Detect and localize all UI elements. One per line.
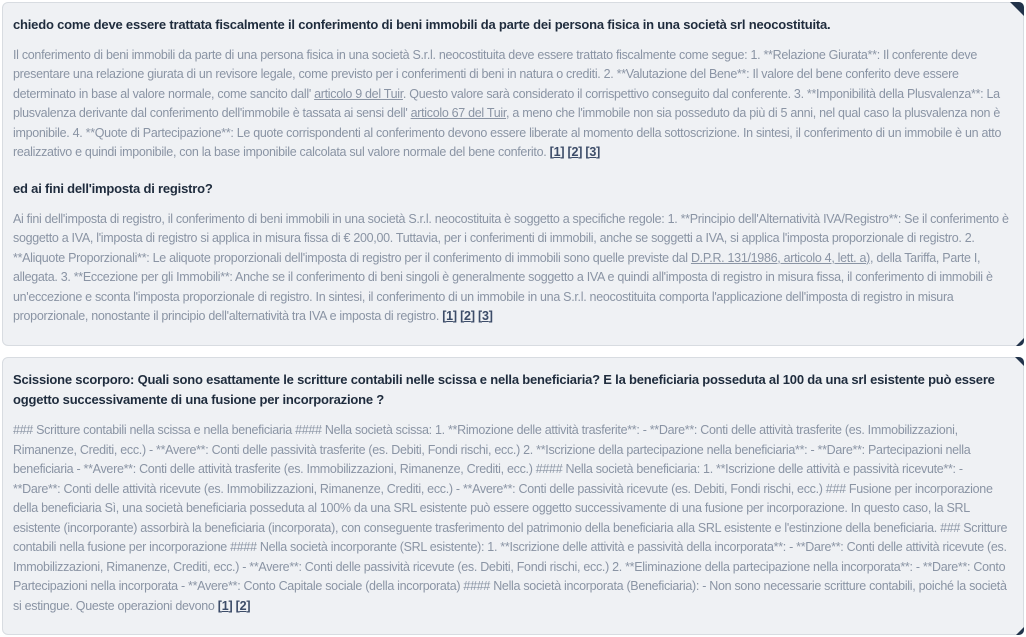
qa-block	[13, 370, 1013, 617]
citation-link[interactable]: [3]	[477, 309, 493, 324]
inline-reference-link[interactable]: articolo 9 del Tuir	[314, 86, 403, 101]
user-question: ed ai fini dell'imposta di registro?	[13, 180, 213, 196]
citation-link[interactable]: [1]	[549, 145, 565, 160]
qa-block	[13, 15, 1013, 163]
citation-link[interactable]: [1]	[217, 598, 233, 613]
citation-link[interactable]: [2]	[235, 598, 251, 613]
citation-link[interactable]: [2]	[460, 309, 475, 324]
inline-reference-link[interactable]: D.P.R. 131/1986, articolo 4, lett. a)	[690, 250, 871, 265]
qa-block	[13, 179, 1013, 327]
assistant-answer: Ai fini dell'imposta di registro, il conferimento di beni immobili in una società S.r.l. neocostituita è soggetto a specifiche regole: 1. **Principio dell'Alternatività IVA/Registro**: Se il conferimento è soggetto a IVA, l'imposta di registro si applica in misura fissa di € 200,00. Tuttavia, per i conferimenti di immobili, anche se soggetti a IVA, si applica l'imposta proporzionale di registro. 2. **Aliquote Proporzionali**: Le aliquote proporzionali dell'imposta di registro per il conferimento di immobili sono quelle previste dal D.P.R. 131/1986, articolo 4, lett. a), della Tariffa, Parte I, allegata. 3. **Eccezione per gli Immobili**: Anche se il conferimento di beni singoli è generalmente soggetto a IVA e quindi all'imposta di registro in misura fissa, il conferimento di immobili è un'eccezione e sconta l'imposta proporzionale di registro. In sintesi, il conferimento di un immobile in una S.r.l. neocostituita comporta l'applicazione dell'imposta di registro in misura proporzionale, nonostante il principio dell'alternatività tra IVA e imposta di registro. [1] [2] [3]	[13, 211, 1009, 324]
citation-link[interactable]: [3]	[585, 145, 601, 160]
inline-reference-link[interactable]: articolo 67 del Tuir	[410, 106, 507, 121]
qa-card-1	[2, 2, 1024, 346]
user-question: chiedo come deve essere trattata fiscalmente il conferimento di beni immobili da parte dei persona fisica in una società srl neocostituita.	[13, 17, 831, 32]
folded-corner-icon	[1010, 2, 1024, 16]
user-question: Scissione scorporo: Quali sono esattamente le scritture contabili nelle scissa e nella beneficiaria? E la beneficiaria posseduta al 100 da una srl esistente può essere oggetto successivamente di una fusione per incorporazione ?	[13, 371, 995, 408]
qa-card-2	[2, 357, 1024, 636]
folded-corner-icon	[1016, 338, 1024, 346]
assistant-answer: ### Scritture contabili nella scissa e nella beneficiaria #### Nella società scissa: 1. **Rimozione delle attività trasferite**: - **Dare**: Conti delle attività trasferite (es. Immobilizzazioni, Rimanenze, Crediti, ecc.) - **Avere**: Conti delle passività trasferite (es. Debiti, Fondi rischi, ecc.) 2. **Iscrizione della partecipazione nella beneficiaria**: - **Dare**: Partecipazioni nella beneficiaria - **Avere**: Conti delle attività trasferite (es. Immobilizzazioni, Rimanenze, Crediti, ecc.) #### Nella società beneficiaria: 1. **Iscrizione delle attività e passività ricevute**: - **Dare**: Conti delle attività ricevute (es. Immobilizzazioni, Rimanenze, Crediti, ecc.) - **Avere**: Conti delle passività ricevute (es. Debiti, Fondi rischi, ecc.) ### Fusione per incorporazione della beneficiaria Sì, una società beneficiaria posseduta al 100% da una SRL esistente può essere oggetto successivamente di una fusione per incorporazione. In questo caso, la SRL esistente (incorporante) assorbirà la beneficiaria (incorporata), con conseguente trasferimento del patrimonio della beneficiaria alla SRL esistente e l'estinzione della beneficiaria. ### Scritture contabili nella fusione per incorporazione #### Nella società incorporante (SRL esistente): 1. **Iscrizione delle attività e passività della incorporata**: - **Dare**: Conti delle attività ricevute (es. Immobilizzazioni, Rimanenze, Crediti, ecc.) - **Avere**: Conti delle passività ricevute (es. Debiti, Fondi rischi, ecc.) 2. **Eliminazione della partecipazione nella incorporata**: - **Dare**: Conto Partecipazioni nella incorporata - **Avere**: Conto Capitale sociale (della incorporata) #### Nella società incorporata (Beneficiaria): - Non sono necessarie scritture contabili, poiché la società si estingue. Queste operazioni devono [1] [2]	[13, 423, 1008, 613]
assistant-answer: Il conferimento di beni immobili da parte di una persona fisica in una società S.r.l. neocostituita deve essere trattato fiscalmente come segue: 1. **Relazione Giurata**: Il conferente deve presentare una relazione giurata di un revisore legale, come previsto per i conferimenti di beni in natura o crediti. 2. **Valutazione del Bene**: Il valore del bene conferito deve essere determinato in base al valore normale, come sancito dall' articolo 9 del Tuir. Questo valore sarà considerato il corrispettivo conseguito dal conferente. 3. **Imponibilità della Plusvalenza**: La plusvalenza derivante dal conferimento dell'immobile è tassata ai sensi dell' articolo 67 del Tuir, a meno che l'immobile non sia posseduto da più di 5 anni, nel qual caso la plusvalenza non è imponibile. 4. **Quote di Partecipazione**: Le quote corrispondenti al conferimento devono essere liberate al momento della sottoscrizione. In sintesi, il conferimento di un immobile è un atto realizzativo e quindi imponibile, con la base imponibile calcolata sul valore normale del bene conferito. [1] [2] [3]	[13, 47, 1002, 160]
citation-link[interactable]: [1]	[442, 309, 457, 324]
citation-link[interactable]: [2]	[567, 145, 583, 160]
folded-corner-icon	[1015, 357, 1024, 366]
folded-corner-icon	[1016, 627, 1024, 635]
